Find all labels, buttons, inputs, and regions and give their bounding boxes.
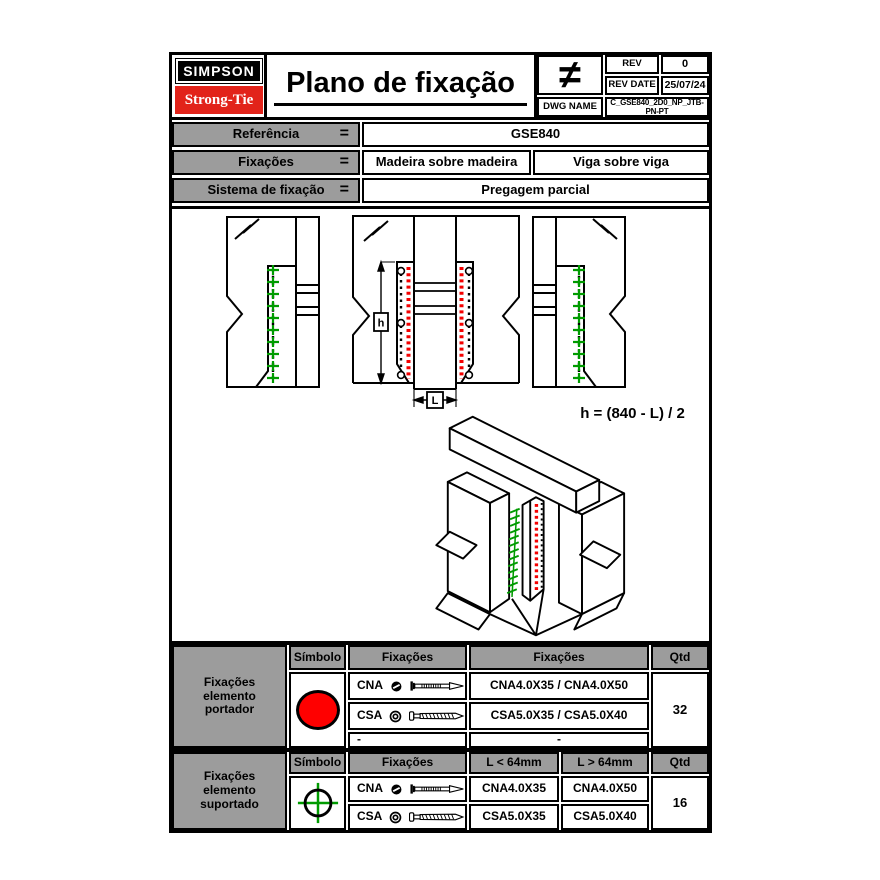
equals-icon: = <box>339 152 349 170</box>
col-header-simbolo: Símbolo <box>289 645 346 670</box>
fastener-row-cna <box>348 776 467 802</box>
table-suportado <box>172 752 709 830</box>
fastener-code: CSA <box>357 809 383 824</box>
table-portador-row-label: Fixações elemento portador <box>172 645 287 748</box>
table-portador <box>172 645 709 748</box>
screw-side-icon <box>409 710 465 722</box>
reference-label-cell <box>172 122 360 147</box>
system-label-cell <box>172 178 360 203</box>
fixings-value-right: Viga sobre viga <box>533 150 709 175</box>
portador-qty: 32 <box>651 672 709 748</box>
screw-side-icon <box>409 811 465 823</box>
col-header-lt64: L < 64mm <box>469 752 559 774</box>
side-view-right <box>531 215 627 389</box>
revision-symbol-cell <box>537 55 603 95</box>
system-value: Pregagem parcial <box>362 178 709 203</box>
fastener-spec-empty: - <box>469 732 649 748</box>
sheet-frame <box>169 52 712 833</box>
screw-head-icon <box>389 710 402 723</box>
fastener-code: CSA <box>357 708 383 723</box>
suportado-qty: 16 <box>651 776 709 830</box>
suportado-symbol-cell <box>289 776 346 830</box>
nail-side-icon <box>410 783 465 795</box>
fastener-spec: CNA4.0X35 / CNA4.0X50 <box>469 672 649 700</box>
side-view-left <box>225 215 321 389</box>
screw-head-icon <box>389 811 402 824</box>
rev-date-value: 25/07/24 <box>661 76 709 95</box>
spec-gt64: CNA4.0X50 <box>561 776 649 802</box>
section-rule <box>172 117 709 120</box>
col-header-simbolo: Símbolo <box>289 752 346 774</box>
fixings-label-cell <box>172 150 360 175</box>
system-label: Sistema de fixação <box>207 182 325 198</box>
fastener-row-csa <box>348 702 467 730</box>
page-title: Plano de fixação <box>274 67 527 106</box>
crosshair-icon <box>296 781 340 825</box>
dwg-name-value: C_GSE840_2D0_NP_JTB-PN-PT <box>605 97 709 117</box>
rev-label: REV <box>605 55 659 74</box>
title-cell <box>267 55 534 117</box>
fixings-label: Fixações <box>238 154 294 170</box>
table-suportado-row-label: Fixações elemento suportado <box>172 752 287 830</box>
front-view <box>350 213 522 413</box>
simpson-strongtie-logo <box>175 58 263 114</box>
rev-date-label: REV DATE <box>605 76 659 95</box>
not-equal-icon: ≠ <box>559 53 581 97</box>
col-header-fixacoes: Fixações <box>348 752 467 774</box>
fastener-spec: CSA5.0X35 / CSA5.0X40 <box>469 702 649 730</box>
equals-icon: = <box>339 180 349 198</box>
fastener-row-empty: - <box>348 732 467 748</box>
nail-side-icon <box>410 680 465 692</box>
section-rule <box>172 206 709 209</box>
isometric-view <box>424 411 646 641</box>
fixings-value-left: Madeira sobre madeira <box>362 150 531 175</box>
spec-gt64: CSA5.0X40 <box>561 804 649 830</box>
spec-lt64: CSA5.0X35 <box>469 804 559 830</box>
fastener-row-csa <box>348 804 467 830</box>
fastener-code: CNA <box>357 781 383 796</box>
spec-lt64: CNA4.0X35 <box>469 776 559 802</box>
nail-head-icon <box>390 680 403 693</box>
reference-value: GSE840 <box>362 122 709 147</box>
col-header-gt64: L > 64mm <box>561 752 649 774</box>
red-circle-icon <box>296 690 340 730</box>
equals-icon: = <box>339 124 349 142</box>
logo-strongtie: Strong-Tie <box>175 86 263 114</box>
dim-h-label: h <box>377 317 385 330</box>
fastener-code: CNA <box>357 678 383 693</box>
col-header-fixacoes: Fixações <box>348 645 467 670</box>
rev-value: 0 <box>661 55 709 74</box>
dim-L-label: L <box>431 395 439 407</box>
hanger-plate <box>523 497 544 601</box>
dwg-name-label: DWG NAME <box>537 97 603 117</box>
col-header-qtd: Qtd <box>651 645 709 670</box>
height-formula: h = (840 - L) / 2 <box>580 405 685 422</box>
portador-symbol-cell <box>289 672 346 748</box>
col-header-qtd: Qtd <box>651 752 709 774</box>
col-header-fixacoes2: Fixações <box>469 645 649 670</box>
logo-simpson: SIMPSON <box>175 58 263 84</box>
fastener-row-cna <box>348 672 467 700</box>
reference-label: Referência <box>232 126 300 142</box>
nail-head-icon <box>390 783 403 796</box>
